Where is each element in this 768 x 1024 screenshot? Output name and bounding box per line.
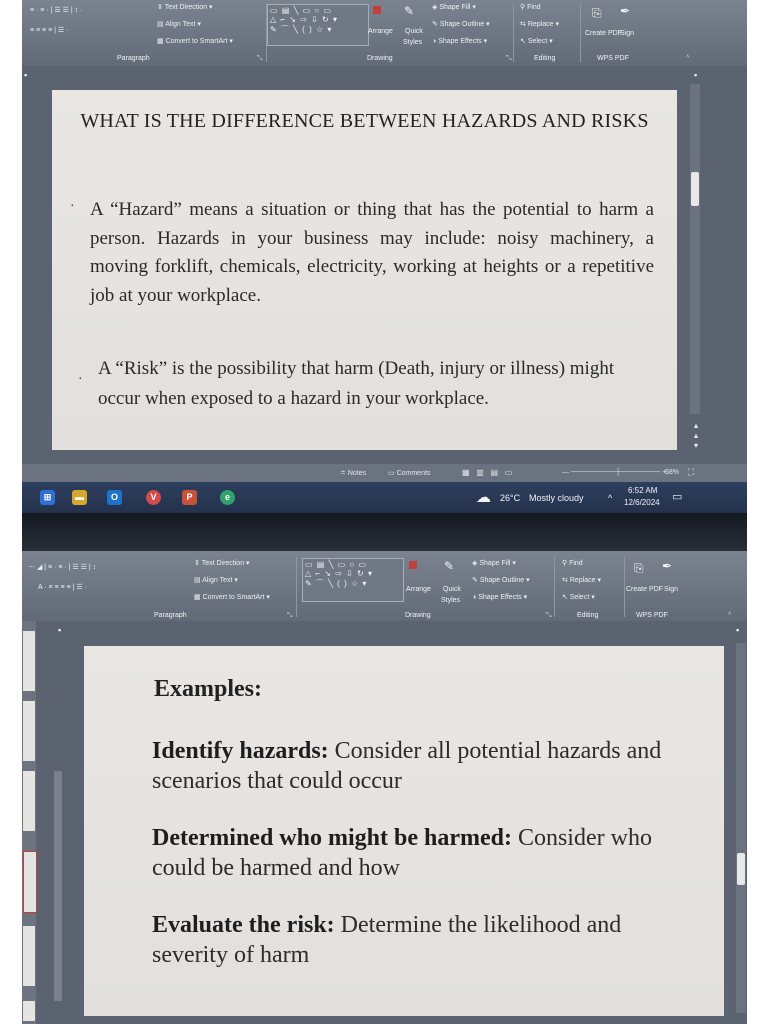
paragraph-group-label: Paragraph xyxy=(117,55,150,62)
shapes-row-3: ✎ ⌒ ╲ ( ) ☆ ▾ xyxy=(270,25,333,34)
example-item-identify-hazards xyxy=(152,736,692,796)
shapes-row-1: ▭ ▤ ╲ ▭ ○ ▭ xyxy=(305,560,367,569)
example-heading: Evaluate the risk: xyxy=(152,912,335,938)
scrollbar-thumb[interactable] xyxy=(691,172,699,206)
slide-thumbnail[interactable] xyxy=(23,701,35,761)
example-text: Consider all potential hazards and scenarios that could occur xyxy=(152,738,662,794)
shapes-gallery[interactable] xyxy=(267,4,369,46)
align-text-button[interactable]: ▤ Align Text ▾ xyxy=(157,21,201,28)
create-pdf-button[interactable]: Create PDF xyxy=(585,30,622,37)
drawing-dialog-launcher[interactable]: ⤡ xyxy=(546,612,552,619)
drawing-dialog-launcher[interactable]: ⤡ xyxy=(506,55,512,62)
slide-navigation-arrows-icon[interactable]: ▴ ▴ ▾ xyxy=(694,421,699,450)
slide-title: WHAT IS THE DIFFERENCE BETWEEN HAZARDS AND RISKS xyxy=(80,110,649,132)
status-bar xyxy=(22,464,747,482)
create-pdf-button[interactable]: Create PDF xyxy=(626,586,663,593)
weather-icon: ☁ xyxy=(476,489,491,506)
view-buttons[interactable]: ▦ ▥ ▤ ▭ xyxy=(462,468,513,477)
hazard-definition-text: A “Hazard” means a situation or thing that has the potential to harm a person. Hazards in your business may include: noisy machinery, a moving forklift, chemicals, electricity, working at heights or a repetitive job at your workplace. xyxy=(90,199,654,306)
divider xyxy=(580,4,581,62)
notes-pane-toggle-icon[interactable]: ▪ xyxy=(736,625,740,635)
arrange-button[interactable]: Arrange xyxy=(368,28,393,35)
notes-pane-toggle-icon[interactable]: ▪ xyxy=(694,70,698,80)
select-button[interactable]: ↖ Select ▾ xyxy=(562,594,595,601)
slide-editor xyxy=(22,621,747,1024)
bullet-marker: · xyxy=(78,372,83,387)
sign-button[interactable]: Sign xyxy=(620,30,635,37)
vivaldi-icon[interactable]: V xyxy=(146,490,161,505)
drawing-group-label: Drawing xyxy=(367,55,393,62)
editing-group-label: Editing xyxy=(577,612,599,619)
example-item-who-might-be-harmed xyxy=(152,823,692,883)
text-direction-button[interactable]: ⇕ Text Direction ▾ xyxy=(194,560,250,567)
shapes-row-2: △ ⌐ ↘ ⇨ ⇩ ↻ ▾ xyxy=(305,569,373,578)
shape-outline-button[interactable]: ✎ Shape Outline ▾ xyxy=(432,21,490,28)
collapse-ribbon-icon[interactable]: ^ xyxy=(686,55,690,62)
text-direction-button[interactable]: ⇕ Text Direction ▾ xyxy=(157,4,213,11)
paragraph-formatting-controls[interactable]: ≡ · ≡ · | ☰ ☰ | ↕ · xyxy=(30,7,83,14)
quick-styles-button-line2[interactable]: Styles xyxy=(403,39,423,46)
example-heading: Determined who might be harmed: xyxy=(152,825,512,851)
shape-color-swatch xyxy=(373,6,381,14)
wps-pdf-group-label: WPS PDF xyxy=(597,55,629,62)
quick-styles-button-line1[interactable]: Quick xyxy=(405,28,423,35)
comments-button[interactable]: ▭ Comments xyxy=(388,470,431,477)
vertical-scrollbar[interactable] xyxy=(736,643,746,1013)
slide-thumbnail-selected[interactable] xyxy=(23,851,37,913)
sign-icon: ✒ xyxy=(662,559,673,573)
sign-icon: ✒ xyxy=(620,4,631,18)
bullet-marker: · xyxy=(70,199,75,214)
slide-editor xyxy=(22,66,747,464)
paragraph-dialog-launcher[interactable]: ⤡ xyxy=(257,55,263,62)
thumbnail-scrollbar[interactable] xyxy=(54,771,62,1001)
find-button[interactable]: ⚲ Find xyxy=(562,560,583,567)
screenshot-top xyxy=(22,0,747,513)
select-button[interactable]: ↖ Select ▾ xyxy=(520,38,553,45)
ribbon xyxy=(22,551,747,621)
create-pdf-icon: ⎘ xyxy=(634,561,644,575)
slide-thumbnail[interactable] xyxy=(23,1001,35,1021)
slide-thumbnail[interactable] xyxy=(23,926,35,986)
collapse-ribbon-icon[interactable]: ^ xyxy=(728,612,732,619)
divider xyxy=(624,557,625,617)
convert-to-smartart-button[interactable]: ▦ Convert to SmartArt ▾ xyxy=(157,38,233,45)
align-text-button[interactable]: ▤ Align Text ▾ xyxy=(194,577,238,584)
slide-2[interactable] xyxy=(84,646,724,1016)
font-formatting-controls[interactable]: ⋯ ◢ | ≡ · ≡ · | ☰ ☰ | ↕ xyxy=(28,564,97,571)
shapes-row-2: △ ⌐ ↘ ⇨ ⇩ ↻ ▾ xyxy=(270,15,338,24)
quick-styles-icon: ✎ xyxy=(444,559,455,573)
notes-button[interactable]: ≐ Notes xyxy=(340,470,367,477)
ribbon xyxy=(22,0,747,66)
vertical-scrollbar[interactable] xyxy=(690,84,700,414)
zoom-level[interactable]: 68% xyxy=(665,469,680,476)
drawing-group-label: Drawing xyxy=(405,612,431,619)
photo-gap xyxy=(22,513,747,551)
paragraph-dialog-launcher[interactable]: ⤡ xyxy=(287,612,293,619)
fit-slide-icon[interactable]: ⛶ xyxy=(688,467,695,477)
alignment-controls[interactable]: ≡ ≡ ≡ ≡ | ☰ · xyxy=(30,27,69,34)
quick-styles-button-line1[interactable]: Quick xyxy=(443,586,461,593)
slide-thumbnail-pane xyxy=(22,621,36,1024)
shape-outline-button[interactable]: ✎ Shape Outline ▾ xyxy=(472,577,530,584)
shape-effects-button[interactable]: ◑ Shape Effects ▾ xyxy=(432,38,488,45)
slide-thumbnail[interactable] xyxy=(23,771,35,831)
thumbnail-pane-toggle-icon[interactable]: ▪ xyxy=(24,70,28,80)
slide-1[interactable] xyxy=(52,90,677,450)
replace-button[interactable]: ⇆ Replace ▾ xyxy=(562,577,601,584)
clock-date[interactable]: 12/6/2024 xyxy=(624,498,660,507)
divider xyxy=(296,557,297,617)
notifications-icon[interactable]: ▭ xyxy=(672,491,683,503)
alignment-controls[interactable]: A · ≡ ≡ ≡ ≡ | ☰ · xyxy=(38,584,87,591)
windows-taskbar xyxy=(22,482,747,513)
zoom-slider[interactable]: — ─────────┼──────── + xyxy=(562,469,667,476)
windows-start-icon[interactable]: ⊞ xyxy=(40,490,55,505)
arrange-button[interactable]: Arrange xyxy=(406,586,431,593)
scrollbar-thumb[interactable] xyxy=(737,853,745,885)
weather-description[interactable]: Mostly cloudy xyxy=(529,493,584,503)
shape-fill-button[interactable]: ◈ Shape Fill ▾ xyxy=(472,560,516,567)
shape-fill-button[interactable]: ◈ Shape Fill ▾ xyxy=(432,4,476,11)
create-pdf-icon: ⎘ xyxy=(592,6,602,20)
shapes-row-1: ▭ ▤ ╲ ▭ ○ ▭ xyxy=(270,6,332,15)
edge-icon[interactable]: e xyxy=(220,490,235,505)
quick-styles-icon: ✎ xyxy=(404,4,415,18)
shapes-row-3: ✎ ⌒ ╲ ( ) ☆ ▾ xyxy=(305,579,368,588)
convert-to-smartart-button[interactable]: ▦ Convert to SmartArt ▾ xyxy=(194,594,270,601)
show-hidden-icons-chevron-icon[interactable]: ^ xyxy=(608,493,613,503)
divider xyxy=(513,4,514,62)
sign-button[interactable]: Sign xyxy=(664,586,679,593)
replace-button[interactable]: ⇆ Replace ▾ xyxy=(520,21,559,28)
paragraph-group-label: Paragraph xyxy=(154,612,187,619)
slide-thumbnail[interactable] xyxy=(23,631,35,691)
example-heading: Identify hazards: xyxy=(152,738,329,764)
quick-styles-button-line2[interactable]: Styles xyxy=(441,597,461,604)
risk-definition-text: A “Risk” is the possibility that harm (Death, injury or illness) might occur when exposed to a hazard in your workplace. xyxy=(98,358,615,409)
example-text: Consider who could be harmed and how xyxy=(152,825,652,881)
editing-group-label: Editing xyxy=(534,55,556,62)
powerpoint-icon[interactable]: P xyxy=(182,490,197,505)
file-explorer-icon[interactable]: ▬ xyxy=(72,490,87,505)
outlook-icon[interactable]: O xyxy=(107,490,122,505)
example-text: Determine the likelihood and severity of harm xyxy=(152,912,622,968)
example-item-evaluate-risk xyxy=(152,910,692,970)
shapes-gallery[interactable] xyxy=(302,558,404,602)
wps-pdf-group-label: WPS PDF xyxy=(636,612,668,619)
clock-time[interactable]: 6:52 AM xyxy=(628,486,658,495)
weather-temperature[interactable]: 26°C xyxy=(500,493,521,503)
find-button[interactable]: ⚲ Find xyxy=(520,4,541,11)
slide-title: Examples: xyxy=(154,676,262,702)
shape-color-swatch xyxy=(409,561,417,569)
shape-effects-button[interactable]: ◑ Shape Effects ▾ xyxy=(472,594,528,601)
divider xyxy=(554,557,555,617)
thumbnail-pane-toggle-icon[interactable]: ▪ xyxy=(58,625,62,635)
screenshot-bottom xyxy=(22,551,747,1024)
